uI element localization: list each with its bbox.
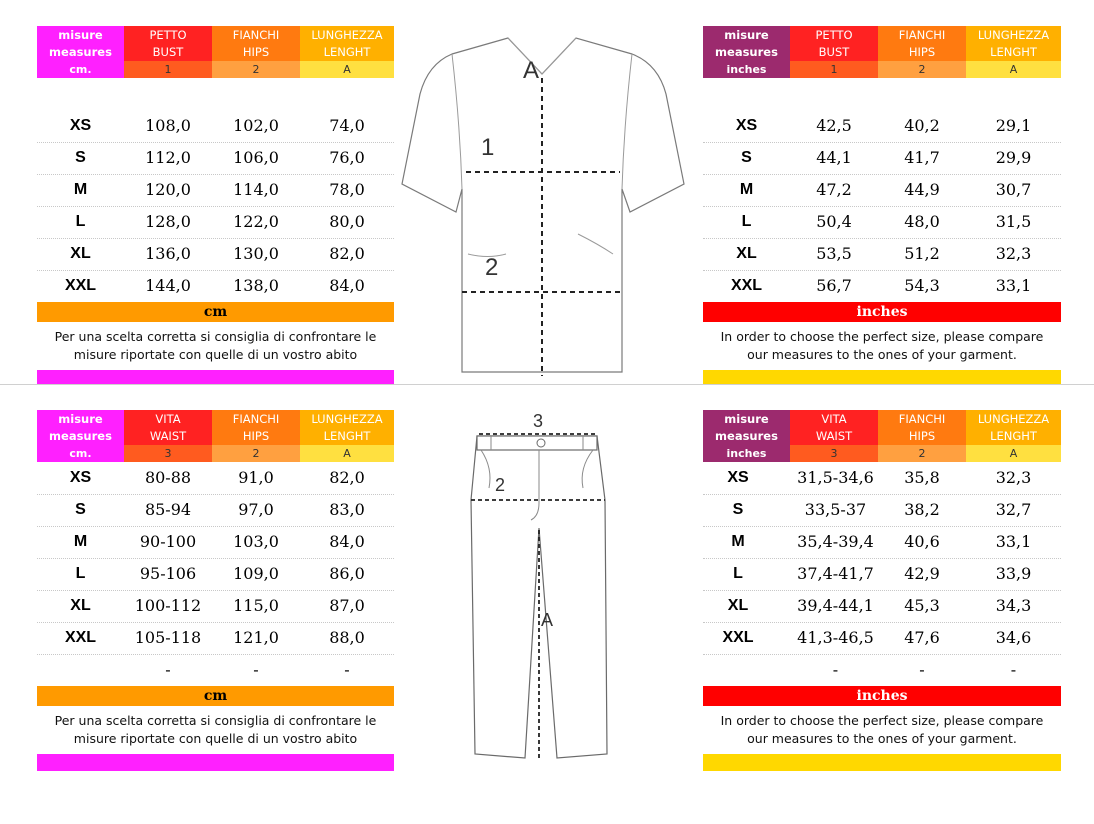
value-cell: 90-100 (139, 532, 197, 551)
label-column-header (37, 26, 124, 78)
fit-note (703, 328, 1061, 364)
value-cell: 87,0 (329, 596, 365, 615)
value-cell: 97,0 (238, 500, 274, 519)
pants-button (537, 439, 545, 447)
table-row (37, 270, 394, 302)
table-row (703, 622, 1061, 655)
value-cell: 40,6 (904, 532, 940, 551)
shirt-hips-label: 2 (485, 254, 499, 281)
label-line1: misure (58, 411, 103, 426)
value-cell: 31,5 (995, 212, 1032, 231)
size-cell: XL (70, 597, 91, 614)
table-header (37, 26, 394, 78)
pants-waist-label: 3 (533, 411, 544, 431)
value-cell: 48,0 (904, 212, 940, 231)
col-number: 1 (124, 61, 212, 78)
value-cell: 106,0 (233, 148, 279, 167)
size-cell: L (741, 213, 752, 230)
col-title: PETTO (815, 27, 853, 42)
value-cell: 41,3-46,5 (797, 628, 874, 647)
column-header-hips (212, 26, 300, 78)
table-row (37, 462, 394, 495)
column-header-length (300, 410, 394, 462)
col-title: FIANCHI (232, 27, 280, 42)
pants-hips-label: 2 (495, 475, 506, 495)
col-subtitle: LENGHT (323, 44, 371, 59)
col-title: FIANCHI (232, 411, 280, 426)
pants-diagram (455, 408, 625, 764)
label-column-header (703, 410, 790, 462)
value-cell: 120,0 (145, 180, 191, 199)
shirt-chest-label: 1 (481, 134, 495, 161)
note-line2: our measures to the ones of your garment. (747, 347, 1017, 362)
value-cell: 84,0 (329, 276, 365, 295)
value-cell: 32,3 (995, 244, 1032, 263)
value-cell: 54,3 (904, 276, 940, 295)
value-cell: 47,2 (816, 180, 852, 199)
value-cell: - (919, 660, 925, 679)
value-cell: 29,1 (995, 116, 1032, 135)
value-cell: - (344, 660, 350, 679)
table-row (37, 494, 394, 527)
value-cell: 33,1 (995, 532, 1032, 551)
col-subtitle: HIPS (242, 428, 270, 443)
bottom-bar (37, 754, 394, 771)
size-cell (37, 654, 124, 686)
col-subtitle: LENGHT (990, 44, 1037, 59)
table-row (37, 558, 394, 591)
table-header (703, 26, 1061, 78)
value-cell: 78,0 (329, 180, 365, 199)
col-subtitle: LENGHT (323, 428, 371, 443)
bottom-bar (703, 370, 1061, 384)
col-subtitle: HIPS (242, 44, 270, 59)
value-cell: 80-88 (144, 468, 192, 487)
col-number: 3 (124, 445, 212, 462)
value-cell: 42,5 (816, 116, 852, 135)
note-line1: In order to choose the perfect size, please compare (720, 713, 1044, 728)
col-title: VITA (821, 411, 847, 426)
column-header-waist (124, 410, 212, 462)
value-cell: 95-106 (139, 564, 197, 583)
value-cell: 82,0 (329, 244, 365, 263)
label-line2: measures (715, 428, 778, 443)
col-title: FIANCHI (898, 27, 946, 42)
table-row (703, 494, 1061, 527)
col-subtitle: WAIST (815, 428, 853, 443)
value-cell: 100-112 (134, 596, 202, 615)
size-cell: XS (735, 117, 758, 134)
value-cell: 121,0 (233, 628, 279, 647)
size-cell: XS (727, 469, 749, 486)
value-cell: 105-118 (134, 628, 202, 647)
value-cell: 39,4-44,1 (797, 596, 874, 615)
value-cell: 42,9 (904, 564, 940, 583)
value-cell: 83,0 (329, 500, 365, 519)
col-subtitle: HIPS (908, 428, 936, 443)
column-header-length (966, 26, 1061, 78)
pants-length-label: A (541, 610, 554, 630)
value-cell: 33,5-37 (804, 500, 867, 519)
size-cell: XXL (730, 277, 763, 294)
value-cell: 45,3 (904, 596, 940, 615)
value-cell: 35,8 (904, 468, 940, 487)
pants-cm-table (37, 410, 394, 772)
unit-label: inches (726, 63, 767, 76)
value-cell: 40,2 (904, 116, 940, 135)
col-number: 1 (790, 61, 878, 78)
table-row (703, 270, 1061, 302)
size-cell: XL (736, 245, 757, 262)
unit-label: cm. (69, 63, 92, 76)
size-cell (703, 654, 773, 686)
col-title: FIANCHI (898, 411, 946, 426)
col-subtitle: HIPS (908, 44, 936, 59)
col-subtitle: WAIST (149, 428, 187, 443)
value-cell: 91,0 (238, 468, 274, 487)
value-cell: - (1010, 660, 1017, 679)
value-cell: 44,1 (816, 148, 852, 167)
col-number: 2 (878, 445, 966, 462)
col-number: 2 (878, 61, 966, 78)
note-line1: Per una scelta corretta si consiglia di confrontare le (54, 329, 377, 344)
col-subtitle: BUST (152, 44, 184, 59)
value-cell: - (253, 660, 259, 679)
col-number: A (300, 61, 394, 78)
table-row (703, 526, 1061, 559)
fit-note (37, 712, 394, 748)
value-cell: 31,5-34,6 (797, 468, 874, 487)
table-row (703, 174, 1061, 207)
col-number: A (966, 61, 1061, 78)
table-row (703, 590, 1061, 623)
table-row (37, 238, 394, 271)
value-cell: 114,0 (233, 180, 279, 199)
size-cell: XXL (64, 629, 97, 646)
table-row (37, 654, 394, 686)
size-cell: XXL (64, 277, 97, 294)
col-title: PETTO (149, 27, 187, 42)
size-cell: S (75, 149, 86, 166)
size-cell: L (75, 565, 86, 582)
table-row (703, 206, 1061, 239)
label-line2: measures (49, 44, 112, 59)
size-cell: XS (69, 469, 92, 486)
table-row (703, 238, 1061, 271)
column-header-length (966, 410, 1061, 462)
unit-bar: inches (703, 302, 1061, 322)
column-header-hips (212, 410, 300, 462)
pants-inches-table (703, 410, 1061, 772)
shirt-cm-table (37, 26, 394, 384)
col-number: A (300, 445, 394, 462)
table-row (703, 462, 1061, 495)
col-number: A (966, 445, 1061, 462)
value-cell: 128,0 (145, 212, 191, 231)
value-cell: 33,9 (995, 564, 1032, 583)
bottom-bar (37, 370, 394, 384)
value-cell: 102,0 (233, 116, 279, 135)
table-header (703, 410, 1061, 462)
table-row (703, 558, 1061, 591)
column-header-bust (124, 26, 212, 78)
value-cell: 112,0 (145, 148, 191, 167)
value-cell: 115,0 (233, 596, 279, 615)
table-row (37, 526, 394, 559)
size-cell: L (75, 213, 86, 230)
size-cell: XS (69, 117, 92, 134)
value-cell: 84,0 (329, 532, 365, 551)
col-title: LUNGHEZZA (977, 27, 1050, 42)
value-cell: 122,0 (233, 212, 279, 231)
unit-bar: inches (703, 686, 1061, 706)
value-cell: 138,0 (233, 276, 279, 295)
size-cell: M (73, 533, 88, 550)
label-column-header (37, 410, 124, 462)
value-cell: 85-94 (144, 500, 192, 519)
table-row (37, 110, 394, 143)
note-line1: In order to choose the perfect size, please compare (720, 329, 1044, 344)
value-cell: 74,0 (329, 116, 365, 135)
size-cell: M (739, 181, 754, 198)
value-cell: 41,7 (904, 148, 940, 167)
value-cell: 29,9 (995, 148, 1032, 167)
size-cell: L (733, 565, 743, 582)
label-column-header (703, 26, 790, 78)
value-cell: 144,0 (145, 276, 191, 295)
shirt-length-label: A (523, 57, 540, 84)
value-cell: 51,2 (904, 244, 940, 263)
label-line2: measures (49, 428, 112, 443)
value-cell: 44,9 (904, 180, 940, 199)
table-row (37, 590, 394, 623)
table-row (703, 654, 1061, 686)
value-cell: 47,6 (904, 628, 940, 647)
col-title: LUNGHEZZA (311, 411, 383, 426)
size-cell: S (732, 501, 744, 518)
size-cell: XL (727, 597, 749, 614)
fit-note (37, 328, 394, 364)
size-cell: XL (70, 245, 91, 262)
bottom-bar (703, 754, 1061, 771)
unit-label: inches (726, 447, 767, 460)
note-line2: our measures to the ones of your garment. (747, 731, 1017, 746)
table-row (703, 110, 1061, 143)
value-cell: 38,2 (904, 500, 940, 519)
value-cell: 109,0 (233, 564, 279, 583)
table-row (37, 622, 394, 655)
column-header-hips (878, 26, 966, 78)
col-number: 3 (790, 445, 878, 462)
column-header-bust (790, 26, 878, 78)
fit-note (703, 712, 1061, 748)
table-row (37, 174, 394, 207)
col-number: 2 (212, 445, 300, 462)
value-cell: 53,5 (816, 244, 852, 263)
table-row (703, 142, 1061, 175)
section-divider (0, 384, 1094, 385)
size-cell: S (741, 149, 752, 166)
value-cell: 30,7 (995, 180, 1032, 199)
value-cell: 80,0 (329, 212, 365, 231)
column-header-length (300, 26, 394, 78)
col-title: VITA (155, 411, 181, 426)
table-row (37, 206, 394, 239)
value-cell: 88,0 (329, 628, 365, 647)
value-cell: 82,0 (329, 468, 365, 487)
value-cell: 37,4-41,7 (797, 564, 874, 583)
value-cell: 103,0 (233, 532, 279, 551)
size-cell: M (731, 533, 745, 550)
col-number: 2 (212, 61, 300, 78)
unit-bar: cm (37, 302, 394, 322)
value-cell: 56,7 (816, 276, 852, 295)
col-subtitle: BUST (818, 44, 850, 59)
unit-label: cm. (69, 447, 92, 460)
col-title: LUNGHEZZA (311, 27, 383, 42)
note-line2: misure riportate con quelle di un vostro abito (73, 731, 358, 746)
label-line1: misure (724, 411, 769, 426)
label-line1: misure (724, 27, 769, 42)
col-subtitle: LENGHT (990, 428, 1037, 443)
value-cell: - (832, 660, 839, 679)
value-cell: 32,7 (995, 500, 1032, 519)
table-row (37, 142, 394, 175)
shirt-inches-table (703, 26, 1061, 384)
value-cell: - (165, 660, 171, 679)
value-cell: 86,0 (329, 564, 365, 583)
value-cell: 130,0 (233, 244, 279, 263)
size-cell: XXL (722, 629, 754, 646)
value-cell: 136,0 (145, 244, 191, 263)
value-cell: 32,3 (995, 468, 1032, 487)
value-cell: 34,3 (995, 596, 1032, 615)
column-header-waist (790, 410, 878, 462)
size-cell: M (73, 181, 88, 198)
value-cell: 35,4-39,4 (797, 532, 874, 551)
label-line1: misure (58, 27, 103, 42)
col-title: LUNGHEZZA (977, 411, 1050, 426)
column-header-hips (878, 410, 966, 462)
shirt-diagram (398, 34, 690, 382)
value-cell: 33,1 (995, 276, 1032, 295)
size-cell: S (75, 501, 86, 518)
unit-bar: cm (37, 686, 394, 706)
note-line2: misure riportate con quelle di un vostro abito (73, 347, 358, 362)
note-line1: Per una scelta corretta si consiglia di confrontare le (54, 713, 377, 728)
value-cell: 34,6 (995, 628, 1032, 647)
table-header (37, 410, 394, 462)
value-cell: 76,0 (329, 148, 365, 167)
label-line2: measures (715, 44, 778, 59)
value-cell: 50,4 (816, 212, 852, 231)
value-cell: 108,0 (145, 116, 191, 135)
